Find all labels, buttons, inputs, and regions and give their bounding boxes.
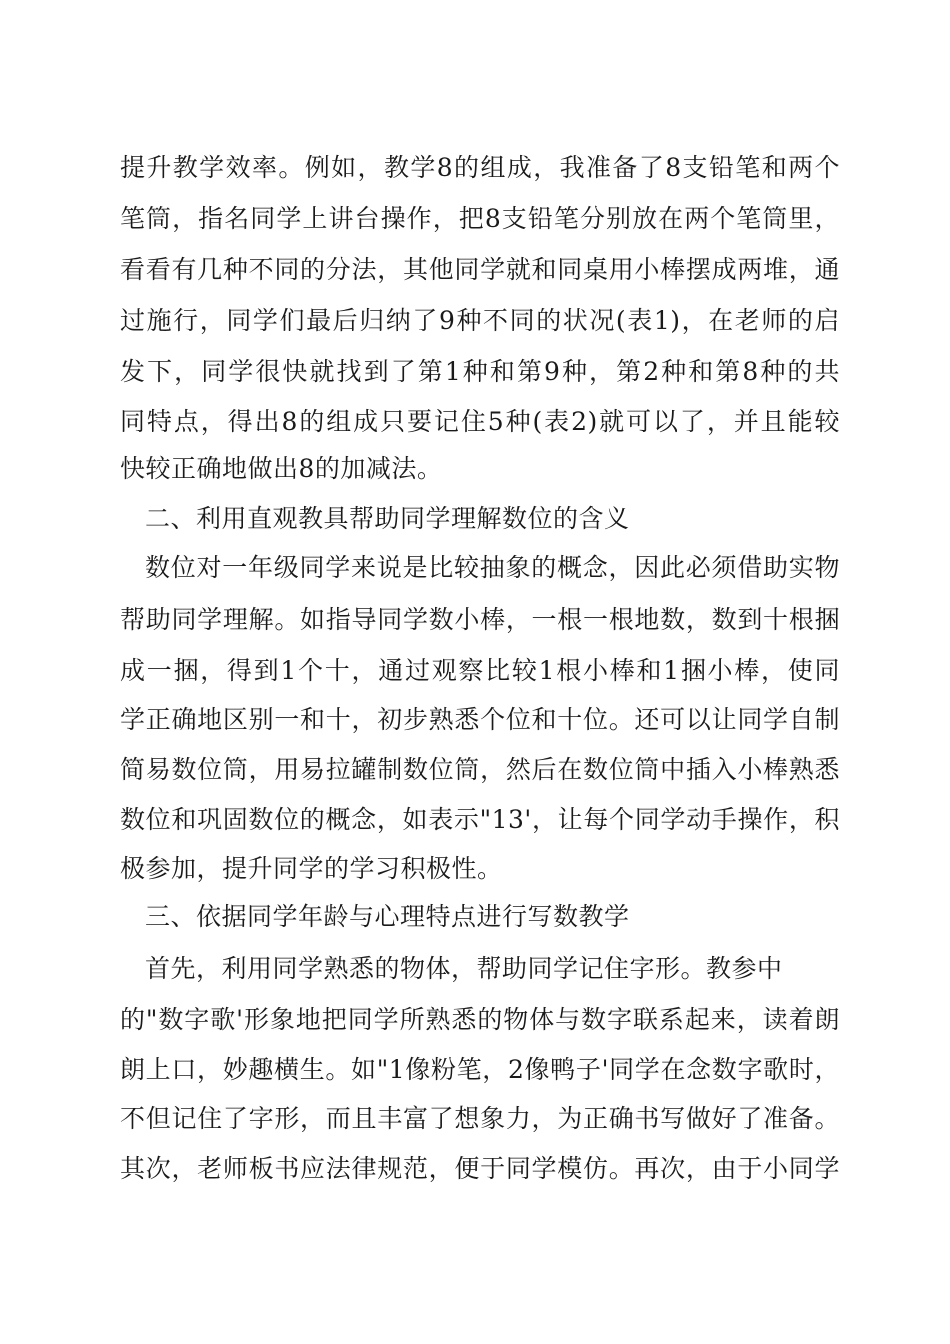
paragraph-line: 过施行，同学们最后归纳了9种不同的状况(表1)，在老师的启 [120, 306, 840, 335]
paragraph-line: 发下，同学很快就找到了第1种和第9种，第2种和第8种的共 [120, 357, 840, 386]
paragraph-line: 的"数字歌'形象地把同学所熟悉的物体与数字联系起来，读着朗 [120, 1005, 840, 1034]
paragraph-line: 提升教学效率。例如，教学8的组成，我准备了8支铅笔和两个 [120, 153, 840, 182]
paragraph-line: 不但记住了字形，而且丰富了想象力，为正确书写做好了准备。 [120, 1104, 840, 1133]
paragraph-line: 数位和巩固数位的概念，如表示"13'，让每个同学动手操作，积 [120, 805, 840, 834]
paragraph-line: 极参加，提升同学的学习积极性。 [120, 854, 503, 883]
paragraph-line: 笔筒，指名同学上讲台操作，把8支铅笔分别放在两个笔筒里， [120, 204, 840, 233]
paragraph-line: 数位对一年级同学来说是比较抽象的概念，因此必须借助实物 [145, 553, 840, 582]
paragraph-line: 快较正确地做出8的加减法。 [120, 454, 443, 483]
section-heading: 二、利用直观教具帮助同学理解数位的含义 [145, 504, 630, 533]
paragraph-line: 同特点，得出8的组成只要记住5种(表2)就可以了，并且能较 [120, 407, 840, 436]
paragraph-line: 首先，利用同学熟悉的物体，帮助同学记住字形。教参中 [145, 954, 783, 983]
paragraph-line: 学正确地区别一和十，初步熟悉个位和十位。还可以让同学自制 [120, 705, 840, 734]
paragraph-line: 帮助同学理解。如指导同学数小棒，一根一根地数，数到十根捆 [120, 605, 840, 634]
paragraph-line: 简易数位筒，用易拉罐制数位筒，然后在数位筒中插入小棒熟悉 [120, 755, 840, 784]
paragraph-line: 其次，老师板书应法律规范，便于同学模仿。再次，由于小同学 [120, 1154, 840, 1183]
paragraph-line: 看看有几种不同的分法，其他同学就和同桌用小棒摆成两堆，通 [120, 255, 840, 284]
paragraph-line: 成一捆，得到1个十，通过观察比较1根小棒和1捆小棒，使同 [120, 656, 840, 685]
paragraph-line: 朗上口，妙趣横生。如"1像粉笔，2像鸭子'同学在念数字歌时， [120, 1055, 840, 1084]
section-heading: 三、依据同学年龄与心理特点进行写数教学 [145, 902, 630, 931]
